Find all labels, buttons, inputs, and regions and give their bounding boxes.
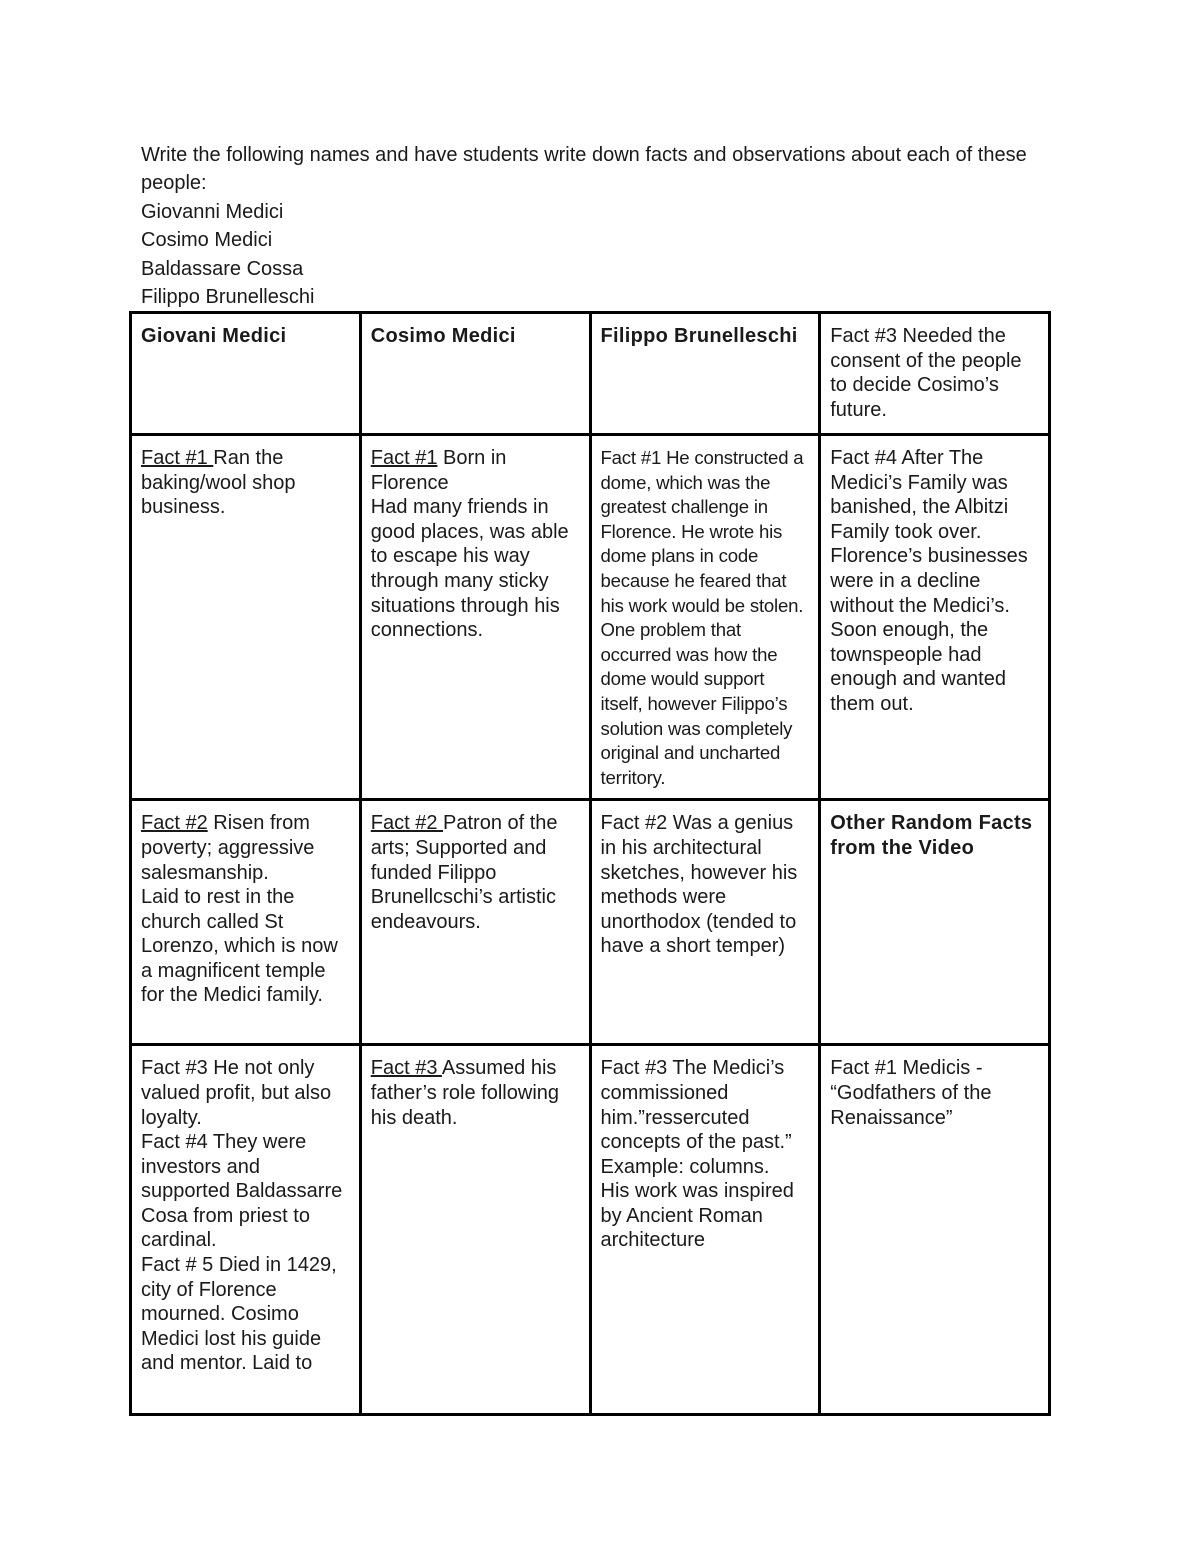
fact-text: Fact #1 Medicis - “Godfathers of the Renaissance”: [830, 1057, 992, 1129]
fact-text: Had many friends in good places, was able to escape his way through many sticky situations through his connections.: [370, 496, 569, 642]
header-cell-filippo: [590, 313, 820, 435]
fact-cell: [820, 1045, 1050, 1415]
fact-text: Example: columns.: [600, 1155, 770, 1178]
header-cell-giovani: [131, 313, 361, 435]
fact-text: Assumed his father’s role following his death.: [370, 1057, 560, 1129]
fact-text: Born in Florence: [370, 447, 507, 494]
header-cell-cosimo: [360, 313, 590, 435]
intro-name-3: Baldassare Cossa: [141, 257, 304, 280]
table-row: [131, 435, 1050, 800]
fact-cell: [131, 1045, 361, 1415]
fact-text: Fact #2 Was a genius in his architectural sketches, however his methods were unorthodox (tended to have a short temper): [600, 812, 798, 958]
fact-cell: [590, 1045, 820, 1415]
table-row: [131, 313, 1050, 435]
header-filippo: Filippo Brunelleschi: [600, 325, 798, 347]
facts-table: [129, 311, 1051, 1416]
fact-text: Ran the baking/wool shop business.: [141, 447, 296, 519]
fact-cell: [131, 800, 361, 1045]
intro-name-4: Filippo Brunelleschi: [141, 286, 315, 309]
fact-cell: [820, 313, 1050, 435]
fact-label: Fact #3: [370, 1057, 442, 1080]
intro-name-1: Giovanni Medici: [141, 200, 284, 223]
fact-label: Fact #1: [370, 447, 438, 469]
fact-cell: [590, 800, 820, 1045]
fact-label: Fact #2: [370, 812, 444, 835]
fact-label: Fact #1: [141, 447, 214, 469]
fact-text: Risen from poverty; aggressive salesmanship.: [141, 812, 315, 884]
fact-text: Fact #3 He not only valued profit, but also loyalty.: [141, 1057, 332, 1129]
fact-cell: [360, 800, 590, 1045]
other-facts-heading: Other Random Facts from the Video: [830, 812, 1033, 859]
fact-cell: [820, 435, 1050, 800]
other-facts-heading-cell: [820, 800, 1050, 1045]
table-row: [131, 1045, 1050, 1415]
header-cosimo: Cosimo Medici: [370, 325, 516, 347]
fact-cell: [131, 435, 361, 800]
fact-label: Fact #2: [141, 812, 208, 835]
fact-text: Fact #4 After The Medici’s Family was banished, the Albitzi Family took over. Florence’s businesses were in a decline without the Medici’s. Soon enough, the townspeople had enough and wanted them out.: [830, 447, 1028, 715]
fact-text: Laid to rest in the church called St Lorenzo, which is now a magnificent temple for the Medici family.: [141, 886, 338, 1007]
fact-text: Patron of the arts; Supported and funded Filippo Brunellcschi’s artistic endeavours.: [370, 812, 558, 933]
intro-name-2: Cosimo Medici: [141, 229, 273, 252]
table-row: [131, 800, 1050, 1045]
intro-text: [141, 141, 1061, 311]
fact-text: Fact #3 Needed the consent of the people to decide Cosimo’s future.: [830, 325, 1022, 421]
header-giovani: Giovani Medici: [141, 325, 287, 347]
fact-text: His work was inspired by Ancient Roman architecture: [600, 1180, 794, 1252]
fact-text: Fact #3 The Medici’s commissioned him.”ressercuted concepts of the past.”: [600, 1057, 792, 1154]
fact-cell: [590, 435, 820, 800]
fact-text: Fact #4 They were investors and supported Baldassarre Cosa from priest to cardinal.: [141, 1131, 343, 1252]
fact-text: Fact #1 He constructed a dome, which was the greatest challenge in Florence. He wrote his dome plans in code because he feared that his work would be stolen. One problem that occurred was how the dome would support itself, however Filippo’s solution was completely original and uncharted territory.: [600, 447, 804, 788]
fact-cell: [360, 435, 590, 800]
intro-instruction: Write the following names and have students write down facts and observations about each of these people:: [141, 144, 1027, 195]
fact-text: Fact # 5 Died in 1429, city of Florence mourned. Cosimo Medici lost his guide and mentor. Laid to: [141, 1254, 337, 1375]
fact-cell: [360, 1045, 590, 1415]
